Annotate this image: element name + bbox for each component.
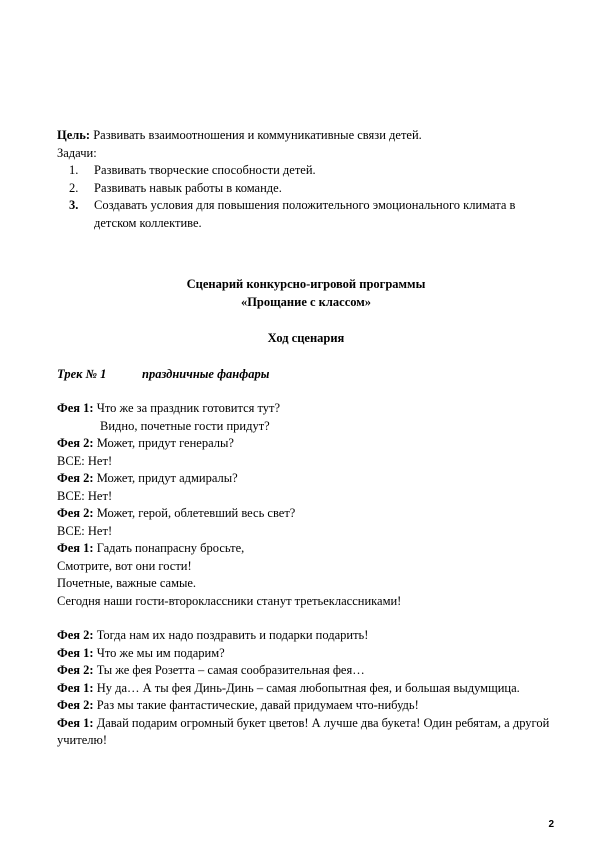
speaker: Фея 1: (57, 401, 94, 415)
line-text: Может, придут адмиралы? (93, 471, 238, 485)
page-number: 2 (548, 819, 554, 830)
line-text: Видно, почетные гости придут? (100, 418, 270, 433)
task-number: 2. (69, 180, 79, 195)
tasks-heading: Задачи: (57, 145, 97, 160)
line-text: Тогда нам их надо поздравить и подарки подарить! (93, 628, 369, 642)
line-text: Гадать понапрасну бросьте, (93, 541, 245, 555)
dialogue-part-2 (57, 627, 555, 750)
dialogue-line (57, 400, 555, 418)
dialogue-line (57, 435, 555, 453)
dialogue-line (57, 453, 555, 471)
speaker: Фея 2: (57, 698, 94, 712)
dialogue-line (57, 680, 555, 698)
speaker: Фея 2: (57, 628, 94, 642)
task-text: Развивать навык работы в команде. (94, 180, 282, 195)
track-label: Трек № 1 (57, 367, 107, 381)
dialogue-line (57, 575, 555, 593)
speaker: Фея 1: (57, 541, 94, 555)
task-item (57, 162, 555, 180)
track-description: праздничные фанфары (142, 367, 270, 381)
task-text: Создавать условия для повышения положительного эмоционального климата в детском коллективе. (94, 198, 516, 230)
scenario-title (57, 276, 555, 311)
speaker: Фея 2: (57, 506, 94, 520)
line-text: Что же за праздник готовится тут? (93, 401, 281, 415)
dialogue-line (57, 470, 555, 488)
scenario-title-line-2: «Прощание с классом» (240, 294, 372, 309)
dialogue-line (57, 645, 555, 663)
speaker: Фея 2: (57, 471, 94, 485)
speaker: Фея 2: (57, 436, 94, 450)
dialogue-line (57, 540, 555, 558)
speaker: Фея 1: (57, 645, 94, 660)
dialogue-line (57, 627, 555, 645)
goal-text: Развивать взаимоотношения и коммуникативные связи детей. (90, 128, 422, 142)
goal-label: Цель: (57, 128, 91, 142)
task-text: Развивать творческие способности детей. (94, 163, 316, 177)
dialogue-line (57, 593, 555, 611)
line-text: ВСЕ: Нет! (57, 488, 113, 503)
line-text: ВСЕ: Нет! (57, 523, 113, 538)
dialogue-line (57, 715, 555, 750)
speaker: Фея 1: (57, 715, 94, 730)
line-text: ВСЕ: Нет! (57, 453, 113, 468)
dialogue-line (57, 418, 555, 436)
dialogue-line (57, 523, 555, 541)
dialogue-line (57, 662, 555, 680)
task-number: 3. (69, 198, 79, 212)
line-text: Что же мы им подарим? (93, 645, 225, 660)
line-text: Почетные, важные самые. (57, 576, 197, 590)
line-text: Может, придут генералы? (93, 436, 234, 450)
task-number: 1. (69, 163, 79, 177)
dialogue-part-1 (57, 400, 555, 610)
line-text: Давай подарим огромный букет цветов! А лучше два букета! Один ребятам, а другой учителю! (57, 715, 550, 747)
dialogue-line (57, 697, 555, 715)
dialogue-line (57, 488, 555, 506)
scenario-title-line-1: Сценарий конкурсно-игровой программы (186, 277, 426, 291)
line-text: Ну да… А ты фея Динь-Динь – самая любопытная фея, и большая выдумщица. (93, 680, 520, 695)
dialogue-line (57, 505, 555, 523)
dialogue-line (57, 558, 555, 576)
course-heading: Ход сценария (267, 331, 345, 345)
line-text: Смотрите, вот они гости! (57, 558, 192, 573)
track-line (57, 366, 555, 384)
line-text: Может, герой, облетевший весь свет? (93, 506, 296, 520)
task-item (57, 197, 555, 232)
speaker: Фея 2: (57, 663, 94, 677)
line-text: Раз мы такие фантастические, давай придумаем что-нибудь! (93, 698, 419, 712)
goal-line (57, 127, 555, 145)
speaker: Фея 1: (57, 680, 94, 695)
task-item (57, 180, 555, 198)
line-text: Ты же фея Розетта – самая сообразительная фея… (93, 663, 365, 677)
line-text: Сегодня наши гости-второклассники станут третьеклассниками! (57, 593, 402, 608)
tasks-list (57, 162, 555, 232)
goals-section (57, 127, 555, 232)
